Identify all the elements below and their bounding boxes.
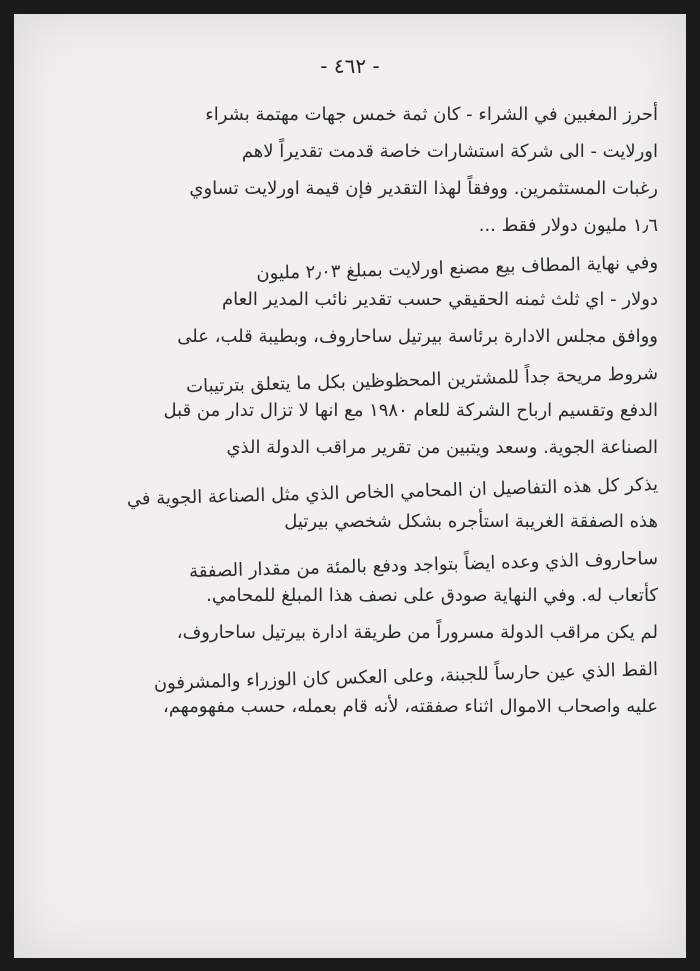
text-line: عليه واصحاب الاموال اثناء صفقته، لأنه قام بعمله، حسب مفهومهم، — [163, 696, 658, 717]
text-line: أحرز المغبين في الشراء - كان ثمة خمس جهات مهتمة بشراء — [205, 104, 658, 125]
text-line: الصناعة الجوية. وسعد ويتبين من تقرير مراقب الدولة الذي — [226, 437, 658, 458]
text-line: هذه الصفقة الغريبة استأجره بشكل شخصي بيرتيل — [284, 511, 658, 532]
text-line: ١٫٦ مليون دولار فقط ... — [478, 215, 658, 236]
handwritten-text-body — [44, 96, 658, 725]
text-line: دولار - اي ثلث ثمنه الحقيقي حسب تقدير نائب المدير العام — [222, 289, 658, 310]
text-line: شروط مريحة جداً للمشترين المحظوظين بكل ما يتعلق بترتيبات — [185, 363, 659, 398]
page-number: - ٤٦٢ - — [320, 54, 380, 78]
text-line: اورلايت - الى شركة استشارات خاصة قدمت تقديراً لاهم — [241, 141, 658, 162]
text-line: يذكر كل هذه التفاصيل ان المحامي الخاص الذي مثل الصناعة الجوية في — [126, 474, 659, 510]
text-line: وفي نهاية المطاف بيع مصنع اورلايت بمبلغ ٢٫٠٣ مليون — [256, 252, 659, 285]
text-line: لم يكن مراقب الدولة مسروراً من طريقة ادارة بيرتيل ساحاروف، — [176, 622, 658, 643]
text-line: كأتعاب له. وفي النهاية صودق على نصف هذا المبلغ للمحامي. — [206, 585, 658, 606]
text-line: القط الذي عين حارساً للجبنة، وعلى العكس كان الوزراء والمشرفون — [153, 659, 659, 695]
text-line: ساحاروف الذي وعده ايضاً بتواجد ودفع بالمئة من مقدار الصفقة — [188, 548, 659, 583]
text-line: الدفع وتقسيم ارباح الشركة للعام ١٩٨٠ مع انها لا تزال تدار من قبل — [163, 400, 658, 421]
document-page — [14, 14, 686, 958]
text-line: ووافق مجلس الادارة برئاسة بيرتيل ساحاروف، وبطيبة قلب، على — [177, 326, 658, 347]
text-line: رغبات المستثمرين. ووفقاً لهذا التقدير فإن قيمة اورلايت تساوي — [189, 178, 658, 199]
